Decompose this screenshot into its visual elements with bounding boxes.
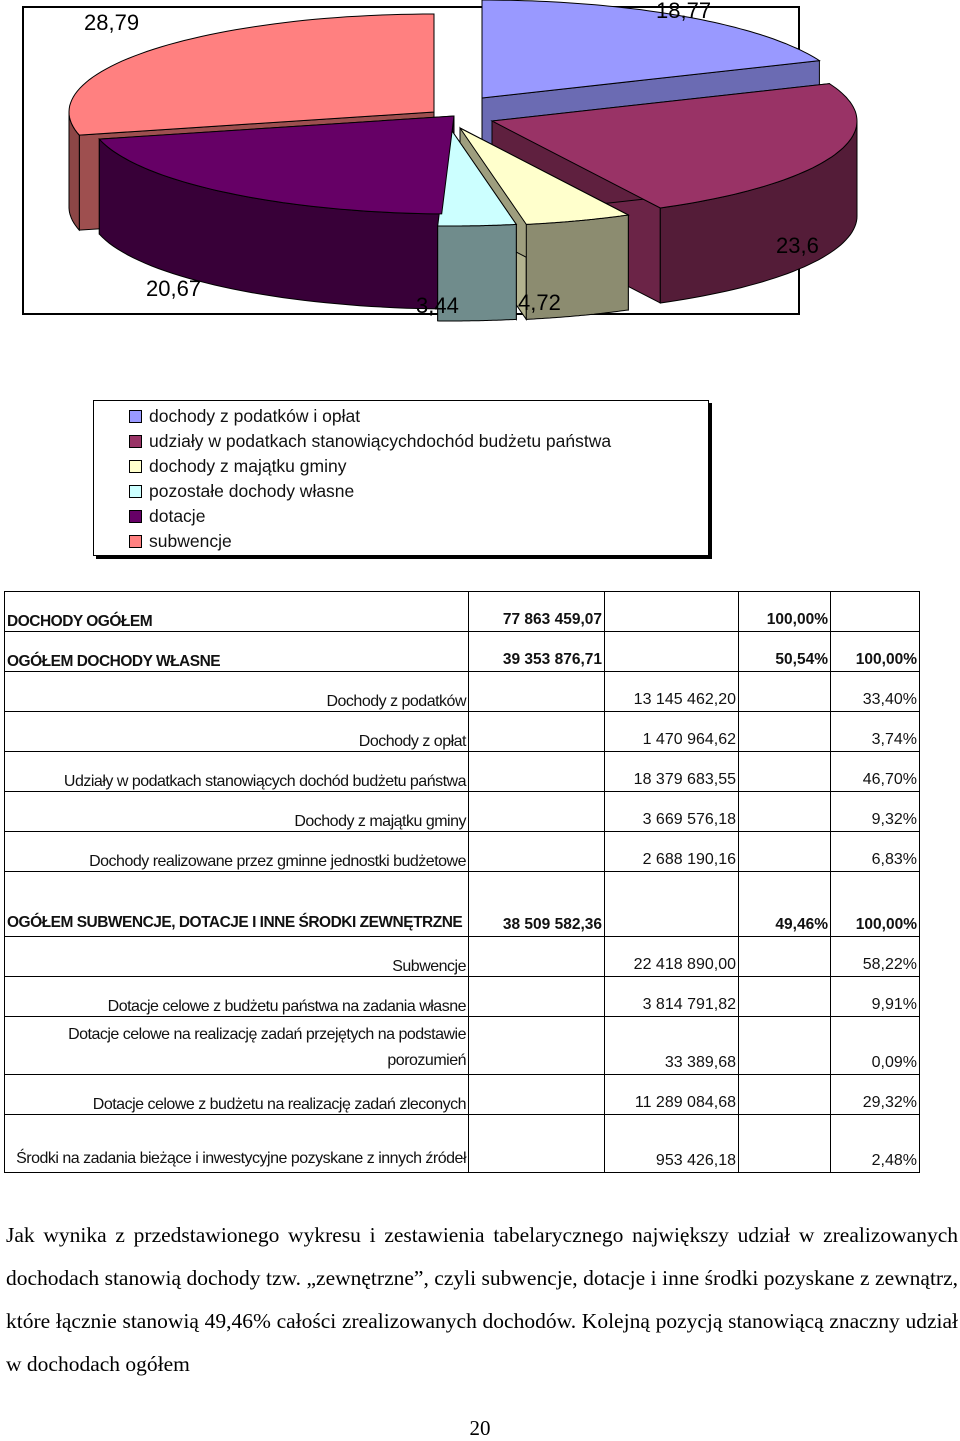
row-label: Dotacje celowe z budżetu państwa na zadania własne bbox=[5, 977, 469, 1017]
row-label: OGÓŁEM DOCHODY WŁASNE bbox=[5, 632, 469, 672]
table-row bbox=[5, 632, 920, 672]
row-value-c4: 9,32% bbox=[831, 792, 920, 832]
legend-swatch bbox=[129, 485, 142, 498]
row-value-c3 bbox=[739, 1017, 831, 1075]
row-value-c4: 6,83% bbox=[831, 832, 920, 872]
pie-chart-graphic bbox=[24, 8, 802, 317]
table-row bbox=[5, 872, 920, 937]
pie-value-label-6: 28,79 bbox=[84, 10, 140, 35]
row-label: Dochody z majątku gminy bbox=[5, 792, 469, 832]
row-value-c4: 33,40% bbox=[831, 672, 920, 712]
row-value-c4: 100,00% bbox=[831, 872, 920, 937]
table-row bbox=[5, 672, 920, 712]
legend-swatch bbox=[129, 535, 142, 548]
row-value-c4: 9,91% bbox=[831, 977, 920, 1017]
legend-label: udziały w podatkach stanowiącychdochód budżetu państwa bbox=[149, 430, 612, 451]
legend-swatch bbox=[129, 435, 142, 448]
legend-swatch bbox=[129, 510, 142, 523]
row-value-c2 bbox=[605, 592, 739, 632]
legend-item bbox=[129, 530, 232, 552]
legend-label: subwencje bbox=[149, 530, 232, 551]
row-value-c2: 18 379 683,55 bbox=[605, 752, 739, 792]
row-value-c2: 3 814 791,82 bbox=[605, 977, 739, 1017]
row-value-c4: 46,70% bbox=[831, 752, 920, 792]
legend-label: dochody z majątku gminy bbox=[149, 455, 347, 476]
legend-item bbox=[129, 455, 346, 477]
row-value-c3 bbox=[739, 792, 831, 832]
row-label: Dochody z podatków bbox=[5, 672, 469, 712]
pie-chart bbox=[22, 0, 819, 318]
row-value-c3: 50,54% bbox=[739, 632, 831, 672]
row-value-c4: 29,32% bbox=[831, 1075, 920, 1115]
table-row bbox=[5, 712, 920, 752]
table-row bbox=[5, 937, 920, 977]
legend-label: pozostałe dochody własne bbox=[149, 480, 355, 501]
row-value-c1 bbox=[469, 1115, 605, 1173]
legend-item bbox=[129, 480, 354, 502]
pie-value-label-1: 18,77 bbox=[656, 0, 712, 23]
row-value-c3: 100,00% bbox=[739, 592, 831, 632]
legend-item bbox=[129, 405, 360, 427]
row-value-c3 bbox=[739, 832, 831, 872]
row-value-c3 bbox=[739, 937, 831, 977]
row-value-c4 bbox=[831, 592, 920, 632]
row-label: Dotacje celowe na realizację zadań przejętych na podstawie porozumień bbox=[5, 1017, 469, 1075]
row-value-c1 bbox=[469, 712, 605, 752]
row-value-c1 bbox=[469, 977, 605, 1017]
legend-label: dochody z podatków i opłat bbox=[149, 405, 361, 426]
row-value-c2: 33 389,68 bbox=[605, 1017, 739, 1075]
row-label: OGÓŁEM SUBWENCJE, DOTACJE I INNE ŚRODKI ZEWNĘTRZNE bbox=[5, 872, 469, 937]
row-value-c2: 13 145 462,20 bbox=[605, 672, 739, 712]
pie-value-label-5: 20,67 bbox=[146, 276, 202, 301]
row-label: Dochody z opłat bbox=[5, 712, 469, 752]
row-value-c3 bbox=[739, 977, 831, 1017]
row-value-c4: 100,00% bbox=[831, 632, 920, 672]
row-value-c3 bbox=[739, 712, 831, 752]
row-label: Udziały w podatkach stanowiących dochód budżetu państwa bbox=[5, 752, 469, 792]
table-row bbox=[5, 977, 920, 1017]
row-label: DOCHODY OGÓŁEM bbox=[5, 592, 469, 632]
legend-label: dotacje bbox=[149, 505, 206, 526]
legend-item bbox=[129, 430, 611, 452]
row-value-c4: 2,48% bbox=[831, 1115, 920, 1173]
legend-swatch bbox=[129, 410, 142, 423]
chart-legend bbox=[93, 400, 709, 556]
row-label: Dotacje celowe z budżetu na realizację zadań zleconych bbox=[5, 1075, 469, 1115]
row-value-c2: 2 688 190,16 bbox=[605, 832, 739, 872]
row-value-c1 bbox=[469, 1075, 605, 1115]
row-value-c2: 22 418 890,00 bbox=[605, 937, 739, 977]
legend-swatch bbox=[129, 460, 142, 473]
row-value-c4: 0,09% bbox=[831, 1017, 920, 1075]
row-value-c3 bbox=[739, 1115, 831, 1173]
row-value-c1 bbox=[469, 672, 605, 712]
row-value-c2: 953 426,18 bbox=[605, 1115, 739, 1173]
table-row bbox=[5, 832, 920, 872]
row-value-c2: 1 470 964,62 bbox=[605, 712, 739, 752]
table-row bbox=[5, 1017, 920, 1075]
row-value-c1 bbox=[469, 752, 605, 792]
row-value-c3 bbox=[739, 1075, 831, 1115]
pie-value-label-2: 23,6 bbox=[776, 233, 819, 258]
row-value-c2: 3 669 576,18 bbox=[605, 792, 739, 832]
row-value-c3: 49,46% bbox=[739, 872, 831, 937]
page-number: 20 bbox=[469, 1416, 491, 1440]
row-value-c2: 11 289 084,68 bbox=[605, 1075, 739, 1115]
income-table bbox=[4, 591, 920, 1173]
table-row bbox=[5, 1115, 920, 1173]
row-value-c1: 77 863 459,07 bbox=[469, 592, 605, 632]
row-label: Dochody realizowane przez gminne jednostki budżetowe bbox=[5, 832, 469, 872]
row-value-c1 bbox=[469, 1017, 605, 1075]
table-row bbox=[5, 752, 920, 792]
table-row bbox=[5, 592, 920, 632]
legend-item bbox=[129, 505, 205, 527]
pie-value-label-3: 4,72 bbox=[518, 290, 561, 315]
row-value-c1 bbox=[469, 937, 605, 977]
row-label: Subwencje bbox=[5, 937, 469, 977]
table-row bbox=[5, 792, 920, 832]
row-value-c1: 38 509 582,36 bbox=[469, 872, 605, 937]
row-value-c3 bbox=[739, 672, 831, 712]
row-label: Środki na zadania bieżące i inwestycyjne pozyskane z innych źródeł bbox=[5, 1115, 469, 1173]
row-value-c4: 3,74% bbox=[831, 712, 920, 752]
row-value-c1 bbox=[469, 832, 605, 872]
body-paragraph: Jak wynika z przedstawionego wykresu i zestawienia tabelarycznego największy udział w zrealizowanych dochodach stanowią dochody tzw. „zewnętrzne”, czyli subwencje, dotacje i inne środki pozyskane z zewnątrz, które łącznie stanowią 49,46% całości zrealizowanych dochodów. Kolejną pozycją stanowiącą znaczny udział w dochodach ogółem bbox=[6, 1223, 958, 1376]
row-value-c2 bbox=[605, 872, 739, 937]
pie-value-label-4: 3,44 bbox=[416, 293, 459, 318]
table-row bbox=[5, 1075, 920, 1115]
row-value-c1 bbox=[469, 792, 605, 832]
row-value-c1: 39 353 876,71 bbox=[469, 632, 605, 672]
row-value-c2 bbox=[605, 632, 739, 672]
row-value-c3 bbox=[739, 752, 831, 792]
row-value-c4: 58,22% bbox=[831, 937, 920, 977]
